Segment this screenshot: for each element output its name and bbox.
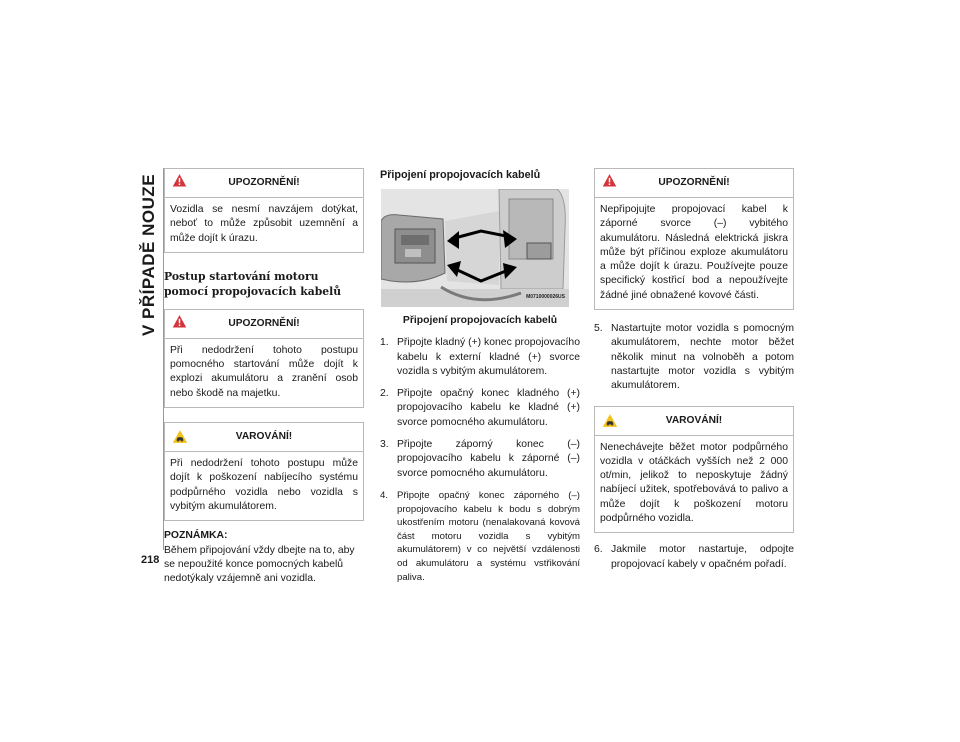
- figure-code: M0710000026US: [526, 293, 565, 300]
- warning-text: Nenechávejte běžet motor podpůrného vozidla v otáčkách vyšších než 2 000 ot/min, jelikož to neposkytuje žádný nabíjecí užitek, spotřebovává to palivo a může dojít k poškození motoru podpůrného vozidla.: [600, 441, 788, 525]
- caution-title: UPOZORNĚNÍ!: [228, 177, 300, 188]
- column-left: [164, 168, 364, 586]
- caution-title: UPOZORNĚNÍ!: [228, 317, 300, 329]
- step-text: Připojte opačný konec záporného (–) propojovacího kabelu k bodu s dobrým ukostřením motoru (nenalakovaná kovová část motoru vozidla s vybitým akumulátorem) v co největší vzdálenosti od akumulátoru a systému vstřikování paliva.: [397, 489, 580, 583]
- warning-title: VAROVÁNÍ!: [665, 414, 723, 426]
- steps-list: [380, 336, 580, 584]
- warning-text: Při nedodržení tohoto postupu může dojít k poškození nabíjecího systému podpůrného vozidla nebo vozidla s vybitým akumulátorem.: [170, 458, 358, 512]
- step-text: Připojte kladný (+) konec propojovacího kabelu k externí kladné (+) svorce vozidla s vybitým akumulátorem.: [397, 337, 580, 377]
- caution-title: UPOZORNĚNÍ!: [658, 177, 730, 188]
- step-number: 1.: [380, 337, 389, 349]
- section-heading: Postup startování motoru pomocí propojovacích kabelů: [164, 269, 342, 298]
- caution-text: Při nedodržení tohoto postupu pomocného startování může dojít k explozi akumulátoru a zranění osob nebo škodě na majetku.: [170, 344, 358, 399]
- figure-caption: Připojení propojovacích kabelů: [402, 315, 558, 326]
- step-text: Připojte záporný konec (–) propojovacího kabelu k záporné (–) svorce pomocného akumulátoru.: [397, 439, 580, 479]
- warning-box-header: [165, 423, 363, 452]
- note-title: POZNÁMKA:: [164, 530, 228, 542]
- caution-box: [594, 168, 794, 310]
- car-warning-icon: [172, 429, 188, 444]
- step-number: 2.: [380, 388, 389, 400]
- caution-box: [164, 168, 364, 253]
- caution-box-header: [165, 169, 363, 198]
- chapter-side-title: V PŘÍPADĚ NOUZE: [139, 173, 158, 336]
- warning-title: VAROVÁNÍ!: [235, 431, 293, 443]
- steps-list: [594, 322, 794, 393]
- warning-box: [164, 422, 364, 521]
- list-item: [380, 438, 580, 481]
- caution-box: [164, 309, 364, 408]
- step-number: 5.: [594, 323, 603, 335]
- step-text: Připojte opačný konec kladného (+) propojovacího kabelu ke kladné (+) svorce pomocného akumulátoru.: [397, 388, 580, 428]
- list-item: [594, 543, 794, 572]
- section-heading: Připojení propojovacích kabelů: [380, 169, 541, 181]
- jump-start-figure: [381, 189, 569, 307]
- caution-box-header: [165, 310, 363, 339]
- page-number: 218: [141, 554, 160, 566]
- list-item: [594, 322, 794, 393]
- note-text: Během připojování vždy dbejte na to, aby se nepoužité konce pomocných kabelů nedotýkaly vzájemně ani vozidla.: [164, 544, 355, 585]
- warning-triangle-icon: [602, 173, 617, 188]
- caution-text: Nepřipojujte propojovací kabel k záporné svorce (–) vybitého akumulátoru. Následná elektrická jiskra může být příčinou exploze akumulátoru a může dojít k úrazu. Používejte pouze specifický kostřicí bod a nepoužívejte žádné jiné obnažené kovové části.: [600, 204, 788, 301]
- step-text: Nastartujte motor vozidla s pomocným akumulátorem, nechte motor běžet několik minut na volnoběh a potom nastartujte motor vozidla s vybitým akumulátorem.: [611, 323, 794, 392]
- note-block: [164, 529, 364, 586]
- warning-box: [594, 406, 794, 534]
- warning-triangle-icon: [172, 314, 187, 329]
- steps-list: [594, 543, 794, 572]
- car-warning-icon: [602, 413, 618, 428]
- list-item: [380, 489, 580, 584]
- step-number: 3.: [380, 439, 389, 451]
- warning-box-header: [595, 407, 793, 436]
- caution-text: Vozidla se nesmí navzájem dotýkat, neboť to může způsobit uzemnění a může dojít k úrazu.: [170, 204, 358, 244]
- list-item: [380, 336, 580, 379]
- warning-triangle-icon: [172, 173, 187, 188]
- step-text: Jakmile motor nastartuje, odpojte propojovací kabely v opačném pořadí.: [611, 544, 794, 570]
- list-item: [380, 387, 580, 430]
- step-number: 4.: [380, 489, 389, 501]
- column-right: [594, 168, 794, 572]
- column-middle: [380, 168, 580, 584]
- step-number: 6.: [594, 544, 603, 556]
- caution-box-header: [595, 169, 793, 198]
